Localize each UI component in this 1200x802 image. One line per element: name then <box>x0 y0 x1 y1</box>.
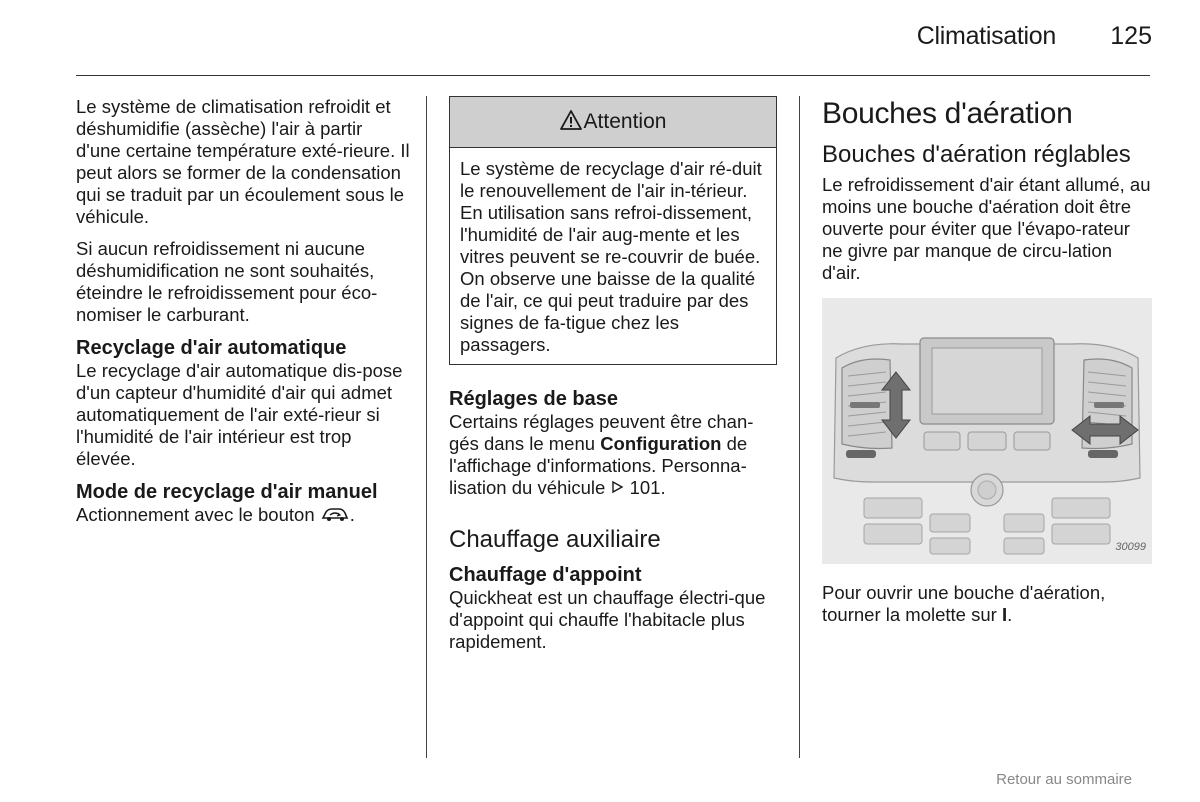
dashboard-illustration <box>822 298 1152 564</box>
heading-air-vents: Bouches d'aération <box>822 97 1073 130</box>
manual-recirculation-paragraph: Actionnement avec le bouton . <box>76 504 410 527</box>
back-to-contents-link[interactable]: Retour au sommaire <box>996 771 1132 788</box>
warning-title: Attention <box>583 110 667 133</box>
page-reference: 101. <box>629 477 666 498</box>
warning-header <box>450 97 776 148</box>
warning-text: Le système de recyclage d'air ré-duit le renouvellement de l'air in-térieur. En utilisation sans refroi-dissement, l'humidité de l'air aug-mente et les vitres peuvent se re-couvrir de buée. On observe une baisse de la qualité de l'air, ce qui peut traduire par des signes de fa-tigue chez les passagers. <box>460 158 762 355</box>
vents-paragraph: Le refroidissement d'air étant allumé, au moins une bouche d'aération doit être ouverte pour éviter que l'évapo-rateur ne givre par manque de circu-lation d'air. <box>822 174 1151 283</box>
open-vent-paragraph <box>822 582 1152 626</box>
intro-paragraph: Le système de climatisation refroidit et déshumidifie (assèche) l'air à partir d'une certaine température exté-rieure. Il peut alors se former de la condensation qui se traduit par un écoulement sous le véhicule. <box>76 96 410 227</box>
basic-settings-text-1: Certains réglages peuvent être chan-gés dans le menu <box>449 411 754 454</box>
page-number: 125 <box>1110 22 1152 50</box>
basic-settings-paragraph <box>449 411 777 499</box>
quickheat-paragraph: Quickheat est un chauffage électri-que d'appoint qui chauffe l'habitacle plus rapidement. <box>449 587 766 652</box>
heading-auto-recirculation: Recyclage d'air automatique <box>76 337 347 359</box>
recirculation-icon <box>320 505 350 527</box>
warning-box <box>449 96 777 365</box>
column-divider-1 <box>426 96 427 758</box>
column-divider-2 <box>799 96 800 758</box>
page-reference-icon <box>610 477 624 498</box>
cooling-off-paragraph: Si aucun refroidissement ni aucune déshumidification ne sont souhaités, éteindre le refroidissement pour éco-nomiser le carburant. <box>76 238 378 325</box>
column-3 <box>822 96 1152 636</box>
figure-code: 30099 <box>1115 541 1146 553</box>
heading-adjustable-vents: Bouches d'aération réglables <box>822 141 1131 168</box>
page-title: Climatisation <box>916 22 1056 50</box>
page-header <box>76 22 1152 62</box>
header-rule <box>76 75 1150 76</box>
heading-manual-recirculation: Mode de recyclage d'air manuel <box>76 481 378 503</box>
open-vent-text: Pour ouvrir une bouche d'aération, tourner la molette sur <box>822 582 1106 625</box>
heading-basic-settings: Réglages de base <box>449 388 618 410</box>
configuration-menu-term: Configuration <box>600 433 722 454</box>
vent-open-symbol: I <box>1001 604 1008 625</box>
auto-recirculation-paragraph: Le recyclage d'air automatique dis-pose d'un capteur d'humidité d'air qui admet automatiquement de l'air exté-rieur si l'humidité de l'air intérieur est trop élevée. <box>76 360 403 469</box>
column-1 <box>76 96 410 537</box>
warning-triangle-icon <box>560 110 582 135</box>
heading-auxiliary-heating: Chauffage auxiliaire <box>449 526 661 553</box>
manual-recirculation-text: Actionnement avec le bouton <box>76 504 315 525</box>
heading-supplementary-heater: Chauffage d'appoint <box>449 564 642 586</box>
column-2 <box>449 96 777 663</box>
dashboard-vents-figure <box>822 298 1152 564</box>
basic-settings-text-2: de l'affichage d'informations. Personna-lisation du véhicule <box>449 433 748 498</box>
open-vent-period: . <box>1007 604 1013 625</box>
